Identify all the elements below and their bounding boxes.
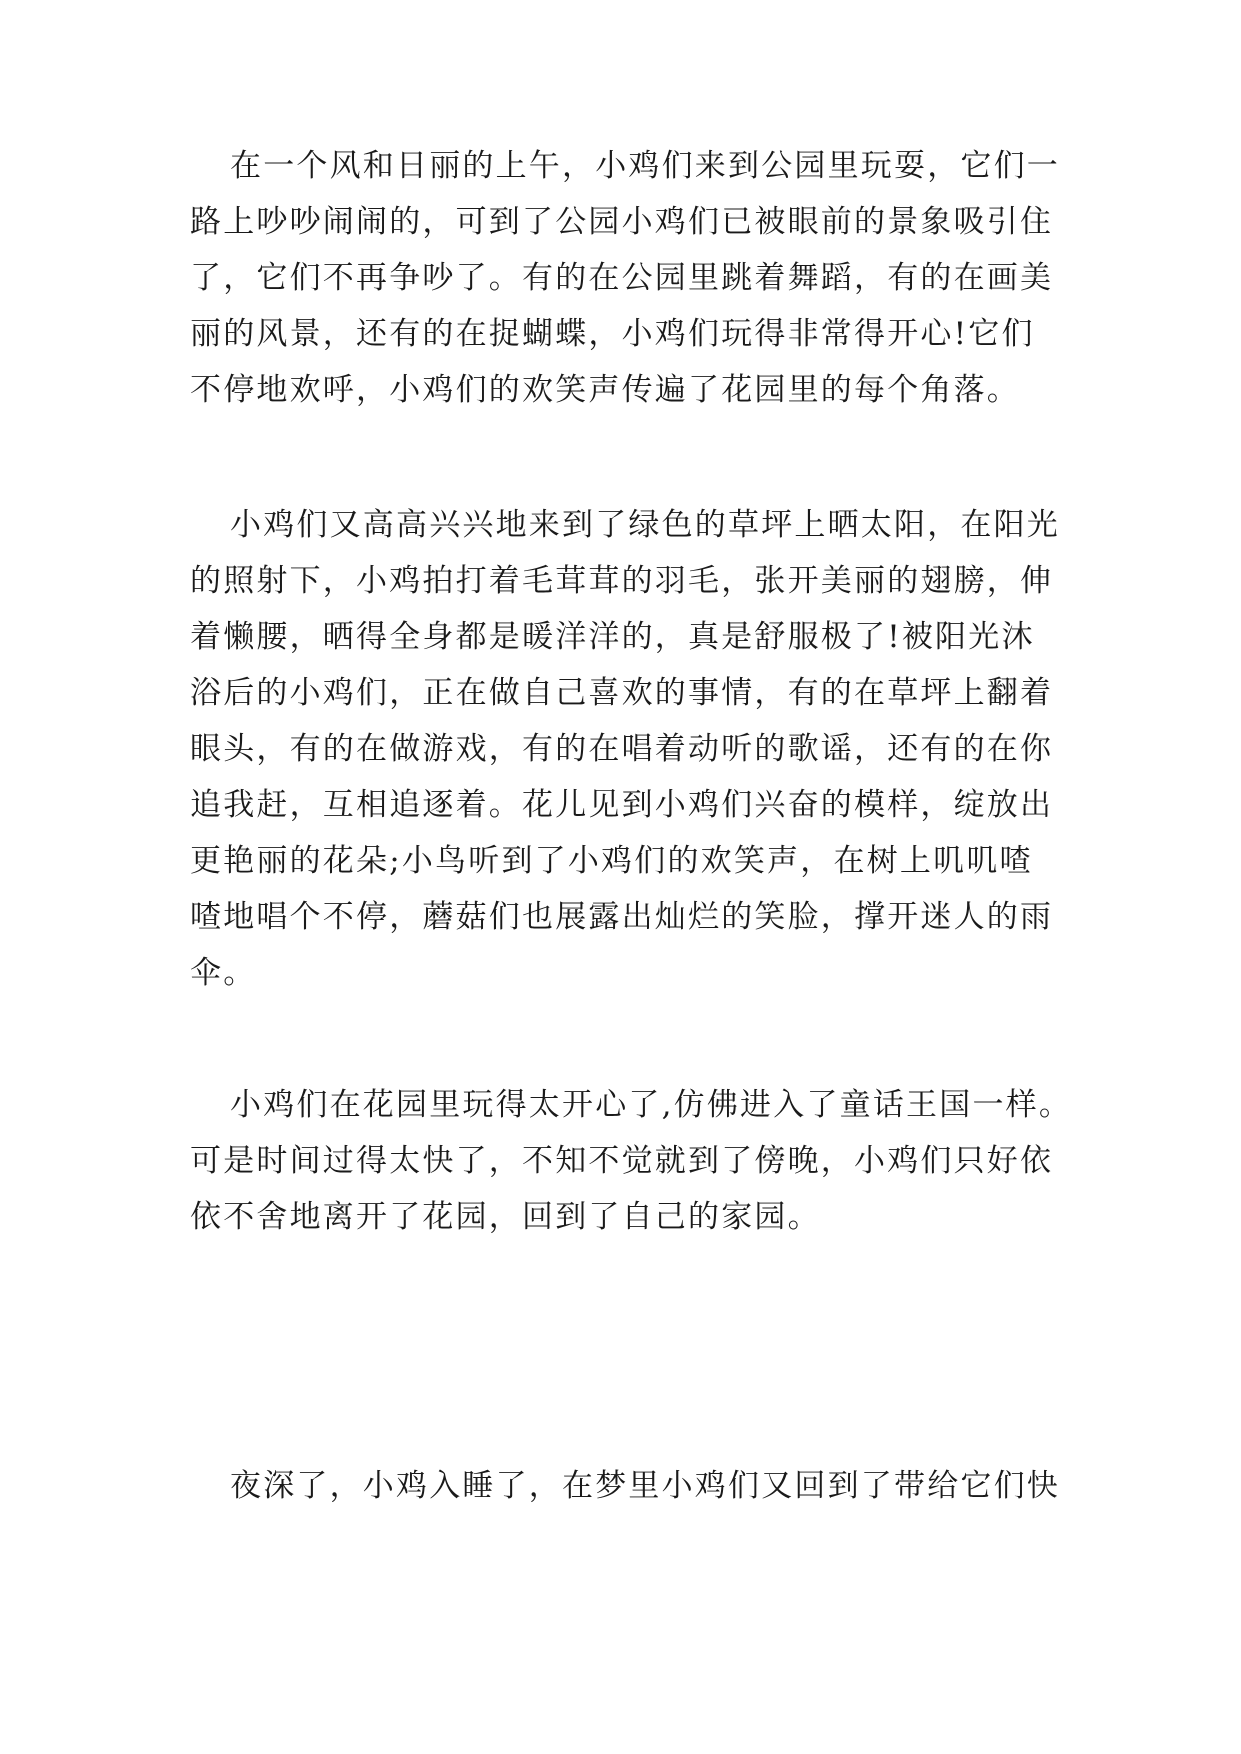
paragraph-line: 追我赶，互相追逐着。花儿见到小鸡们兴奋的模样，绽放出 bbox=[190, 787, 1054, 823]
paragraph-line: 丽的风景，还有的在捉蝴蝶，小鸡们玩得非常得开心!它们 bbox=[190, 316, 1035, 352]
paragraph-line: 着懒腰，晒得全身都是暖洋洋的，真是舒服极了!被阳光沐 bbox=[190, 619, 1035, 655]
paragraph-line: 小鸡们又高高兴兴地来到了绿色的草坪上晒太阳，在阳光 bbox=[230, 507, 1060, 543]
paragraph-line: 夜深了，小鸡入睡了，在梦里小鸡们又回到了带给它们快 bbox=[230, 1468, 1060, 1504]
paragraph-line: 小鸡们在花园里玩得太开心了,仿佛进入了童话王国一样。 bbox=[230, 1087, 1073, 1123]
paragraph-line: 的照射下，小鸡拍打着毛茸茸的羽毛，张开美丽的翅膀，伸 bbox=[190, 563, 1054, 599]
paragraph-line: 了，它们不再争吵了。有的在公园里跳着舞蹈，有的在画美 bbox=[190, 260, 1054, 296]
paragraph-line: 在一个风和日丽的上午，小鸡们来到公园里玩耍，它们一 bbox=[230, 148, 1060, 184]
paragraph-line: 眼头，有的在做游戏，有的在唱着动听的歌谣，还有的在你 bbox=[190, 731, 1054, 767]
paragraph-line: 路上吵吵闹闹的，可到了公园小鸡们已被眼前的景象吸引住 bbox=[190, 204, 1054, 240]
paragraph-line: 伞。 bbox=[190, 955, 257, 991]
paragraph-line: 不停地欢呼，小鸡们的欢笑声传遍了花园里的每个角落。 bbox=[190, 372, 1020, 408]
paragraph-line: 浴后的小鸡们，正在做自己喜欢的事情，有的在草坪上翻着 bbox=[190, 675, 1054, 711]
paragraph-line: 更艳丽的花朵;小鸟听到了小鸡们的欢笑声，在树上叽叽喳 bbox=[190, 843, 1033, 879]
paragraph-line: 可是时间过得太快了，不知不觉就到了傍晚，小鸡们只好依 bbox=[190, 1143, 1054, 1179]
paragraph-line: 喳地唱个不停，蘑菇们也展露出灿烂的笑脸，撑开迷人的雨 bbox=[190, 899, 1054, 935]
paragraph-line: 依不舍地离开了花园，回到了自己的家园。 bbox=[190, 1199, 821, 1235]
